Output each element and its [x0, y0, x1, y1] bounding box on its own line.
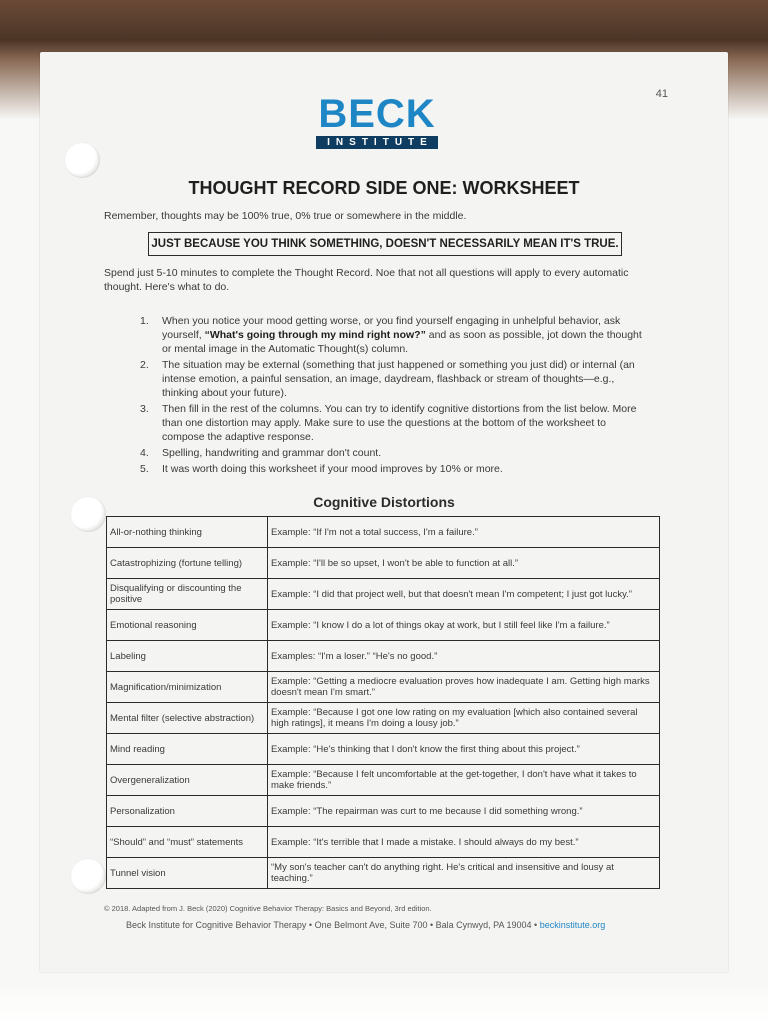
instruction-text: It was worth doing this worksheet if your mood improves by 10% or more. [162, 463, 503, 475]
instruction-text: The situation may be external (something that just happened or something you just did) or internal (an intense emotion, a painful sensation, an image, daydream, flashback or stream of thoughts—e.g., thinking about your future). [162, 359, 635, 399]
instruction-number: 2. [140, 359, 149, 371]
distortion-example: Example: “I'll be so upset, I won't be able to function at all.” [268, 548, 660, 579]
distortion-name: Disqualifying or discounting the positive [107, 579, 268, 610]
distortion-name: Catastrophizing (fortune telling) [107, 548, 268, 579]
instruction-item [140, 402, 650, 444]
distortion-example: Examples: “I'm a loser.” “He's no good.” [268, 641, 660, 672]
instruction-item [140, 314, 650, 356]
table-row [107, 827, 660, 858]
instruction-number: 5. [140, 463, 149, 475]
instruction-text: Then fill in the rest of the columns. You can try to identify cognitive distortions from the list below. More than one distortion may apply. Make sure to use the questions at the bottom of the worksheet to compose the adaptive response. [162, 403, 637, 443]
distortion-name: Mind reading [107, 734, 268, 765]
worksheet-title: THOUGHT RECORD SIDE ONE: WORKSHEET [188, 178, 580, 198]
page-number: 41 [655, 88, 668, 100]
distortion-example: Example: “The repairman was curt to me because I did something wrong.” [268, 796, 660, 827]
distortion-name: Magnification/minimization [107, 672, 268, 703]
distortion-name: Emotional reasoning [107, 610, 268, 641]
distortion-name: Personalization [107, 796, 268, 827]
instruction-number: 1. [140, 315, 149, 327]
instructions-list [140, 314, 650, 478]
footer-address-text: Beck Institute for Cognitive Behavior Therapy • One Belmont Ave, Suite 700 • Bala Cynwyd, PA 19004 • [126, 920, 540, 930]
punch-hole [70, 858, 106, 894]
instruction-text: and as soon as possible, jot down the thought or mental image in the Automatic Thought(s) column. [162, 329, 642, 355]
distortion-example: “My son's teacher can't do anything right. He's critical and insensitive and lousy at teaching.” [268, 858, 660, 889]
cognitive-distortions-table [106, 516, 660, 889]
instruction-item [140, 462, 650, 476]
distortion-name: All-or-nothing thinking [107, 517, 268, 548]
distortion-example: Example: “Because I got one low rating on my evaluation [which also contained several high ratings], it means I'm doing a lousy job.” [268, 703, 660, 734]
distortion-example: Example: “If I'm not a total success, I'm a failure.” [268, 517, 660, 548]
beck-institute-logo [310, 94, 444, 149]
instruction-number: 3. [140, 403, 149, 415]
callout-box: JUST BECAUSE YOU THINK SOMETHING, DOESN'T NECESSARILY MEAN IT'S TRUE. [148, 232, 622, 256]
instruction-text: When you notice your mood getting worse, or you find yourself engaging in unhelpful behavior, ask yourself, [162, 315, 621, 341]
logo-brand: BECK [318, 92, 436, 136]
instruction-bold-question: “What's going through my mind right now?” [204, 329, 426, 341]
distortion-name: Overgeneralization [107, 765, 268, 796]
table-row [107, 641, 660, 672]
distortion-name: Mental filter (selective abstraction) [107, 703, 268, 734]
punch-hole [64, 142, 100, 178]
worksheet-page [40, 52, 728, 972]
distortion-name: Labeling [107, 641, 268, 672]
instruction-item [140, 358, 650, 400]
table-row [107, 796, 660, 827]
instruction-text: Spelling, handwriting and grammar don't count. [162, 447, 382, 459]
footer-credit: © 2018. Adapted from J. Beck (2020) Cognitive Behavior Therapy: Basics and Beyond, 3rd edition. [104, 904, 432, 913]
instruction-number: 4. [140, 447, 149, 459]
cognitive-distortions-heading: Cognitive Distortions [313, 494, 455, 510]
table-row [107, 579, 660, 610]
distortion-name: Tunnel vision [107, 858, 268, 889]
distortion-example: Example: “Because I felt uncomfortable at the get-together, I don't have what it takes to make friends.” [268, 765, 660, 796]
distortion-example: Example: “I know I do a lot of things okay at work, but I still feel like I'm a failure.” [268, 610, 660, 641]
table-row [107, 765, 660, 796]
table-row [107, 703, 660, 734]
website-link[interactable]: beckinstitute.org [539, 920, 606, 930]
table-row [107, 610, 660, 641]
remember-text: Remember, thoughts may be 100% true, 0% true or somewhere in the middle. [104, 210, 467, 222]
table-row [107, 858, 660, 889]
table-row [107, 734, 660, 765]
distortion-name: “Should” and “must” statements [107, 827, 268, 858]
distortion-example: Example: “I did that project well, but that doesn't mean I'm competent; I just got lucky.” [268, 579, 660, 610]
table-row [107, 517, 660, 548]
table-row [107, 548, 660, 579]
distortion-example: Example: “It's terrible that I made a mistake. I should always do my best.” [268, 827, 660, 858]
distortion-example: Example: “Getting a mediocre evaluation proves how inadequate I am. Getting high marks doesn't mean I'm smart.” [268, 672, 660, 703]
table-row [107, 672, 660, 703]
distortion-example: Example: “He's thinking that I don't know the first thing about this project.” [268, 734, 660, 765]
instruction-item [140, 446, 650, 460]
logo-sub: INSTITUTE [316, 136, 438, 149]
intro-text: Spend just 5-10 minutes to complete the Thought Record. Noe that not all questions will apply to every automatic thought. Here's what to do. [104, 267, 629, 293]
footer-address [126, 920, 605, 930]
